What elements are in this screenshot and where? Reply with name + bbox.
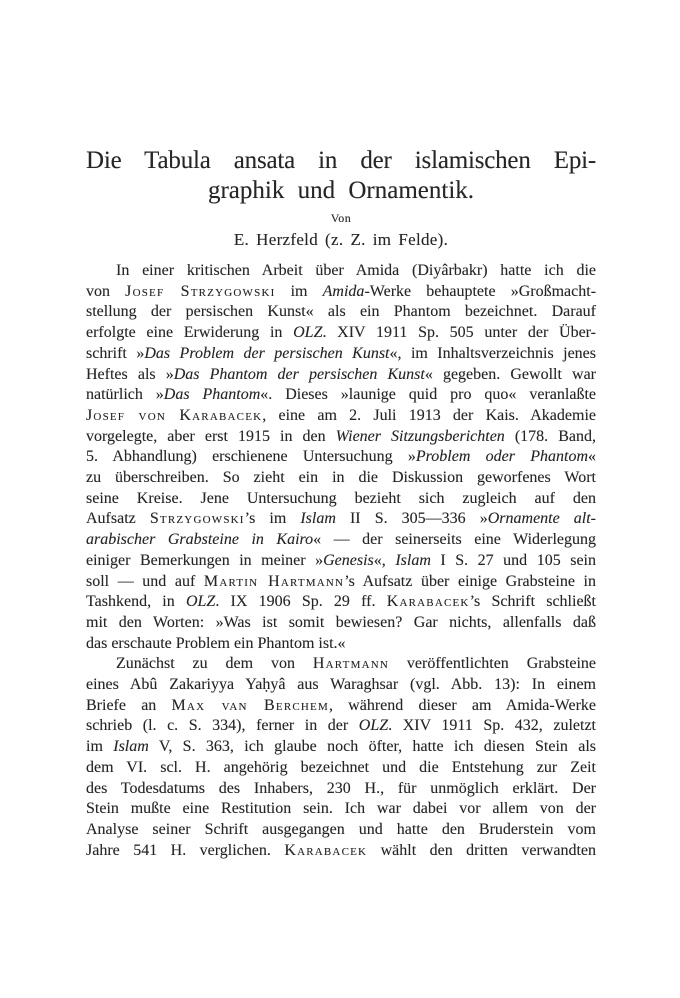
italic-run: Ornamente alt- [487, 510, 597, 528]
text-run: soll — und auf [86, 572, 204, 590]
text-line [86, 468, 596, 489]
text-line [86, 509, 596, 530]
text-run: In einer kritischen Arbeit über Amida (Diyârbakr) hatte ich die [116, 262, 596, 279]
article-title [86, 146, 596, 206]
text-line [86, 737, 596, 758]
text-run: Heftes als » [86, 365, 174, 383]
text-line [86, 551, 596, 572]
text-run: Briefe an [86, 696, 172, 714]
text-run: II S. 305—336 » [335, 510, 488, 528]
text-run: . XIV 1911 Sp. 432, zuletzt [388, 717, 596, 735]
text-run: von [86, 282, 126, 300]
text-run: vorgelegte, aber erst 1915 in den [86, 427, 336, 445]
text-run: im [275, 282, 323, 300]
text-line [86, 572, 596, 593]
text-run: dem VI. scl. H. angehörig bezeichnet und die Entstehung zur Zeit [86, 758, 596, 776]
text-line [86, 344, 596, 365]
text-run: (178. Band, [504, 427, 596, 445]
text-line [86, 716, 596, 737]
text-line [86, 489, 596, 510]
text-run: veröffentlichten Grabsteine [389, 655, 597, 673]
text-line [86, 654, 596, 675]
text-line [86, 592, 596, 613]
text-run: «. Dieses »launige quid pro quo« veranlaßte [260, 386, 596, 404]
text-run: I S. 27 und 105 sein [430, 551, 597, 569]
text-line [86, 675, 596, 696]
italic-run: Problem oder Phantom [415, 448, 589, 466]
text-line [86, 696, 596, 717]
text-run: ’s im [244, 510, 301, 528]
text-line [86, 634, 596, 655]
text-run: erfolgte eine Erwiderung in [86, 324, 294, 342]
text-run: im [86, 738, 114, 756]
text-line [86, 613, 596, 634]
text-run: natürlich » [86, 386, 164, 404]
article-column [86, 146, 596, 861]
smallcaps-name: Max van Berchem [171, 696, 329, 714]
text-run: schrieb (l. c. S. 334), ferner in der [86, 717, 359, 735]
text-run: «, im Inhaltsverzeichnis jenes [389, 344, 596, 362]
italic-run: Islam [113, 738, 149, 756]
italic-run: OLZ [293, 324, 323, 342]
text-line [86, 385, 596, 406]
smallcaps-name: Strzygowski [149, 510, 245, 528]
text-line [86, 447, 596, 468]
byline-von: Von [330, 211, 352, 225]
italic-run: Das Phantom der persischen Kunst [173, 365, 425, 383]
smallcaps-name: Karabacek [386, 593, 470, 611]
text-line [86, 282, 596, 303]
title-line-2: graphik und Ornamentik. [207, 177, 475, 204]
text-line [86, 302, 596, 323]
text-line [86, 841, 596, 862]
text-line [86, 779, 596, 800]
text-run: eines Abû Zakariyya Yaḥyâ aus Waraghsar (vgl. Abb. 13): In einem [86, 676, 596, 694]
text-line [86, 530, 596, 551]
italic-run: Das Problem der persischen Kunst [144, 344, 390, 362]
text-run: , während dieser am Amida-Werke [328, 696, 596, 714]
smallcaps-name: Hartmann [312, 655, 390, 673]
smallcaps-name: Karabacek [284, 841, 368, 859]
text-run: Analyse seiner Schrift ausgegangen und hatte den Bruderstein vom [86, 820, 596, 838]
text-run: . IX 1906 Sp. 29 ff. [215, 593, 387, 611]
text-line [86, 323, 596, 344]
italic-run: Islam [300, 510, 336, 528]
text-line [86, 758, 596, 779]
italic-run: OLZ [358, 717, 389, 735]
text-line [86, 427, 596, 448]
italic-run: arabischer Grabsteine in Kairo [86, 531, 314, 549]
smallcaps-name: Josef von Karabacek [86, 406, 263, 424]
text-run: , eine am 2. Juli 1913 der Kais. Akademie [262, 406, 596, 424]
text-run: zu überschreiben. So zieht ein in die Diskussion geworfenes Wort [86, 469, 596, 487]
italic-run: Amida [322, 282, 365, 300]
text-run: «, [373, 551, 396, 569]
text-run: ’s Aufsatz über einige Grabsteine in [344, 572, 596, 590]
italic-run: Islam [395, 551, 431, 569]
text-run: wählt den dritten verwandten [367, 841, 596, 859]
text-run: 5. Abhandlung) erschienene Untersuchung » [86, 448, 416, 466]
text-run: « [588, 448, 597, 466]
italic-run: Das Phantom [163, 386, 261, 404]
text-run: das erschaute Problem ein Phantom ist.« [86, 634, 346, 652]
text-run: mit den Worten: »Was ist somit bewiesen? Gar nichts, allenfalls daß [86, 613, 596, 631]
italic-run: OLZ [185, 593, 216, 611]
text-line [86, 820, 596, 841]
text-run: « — der seinerseits eine Widerlegung [313, 531, 597, 549]
body-text [86, 261, 596, 861]
text-run: stellung der persischen Kunst« als ein Phantom bezeichnet. Darauf [86, 303, 596, 321]
text-run: Aufsatz [86, 510, 150, 528]
text-run: seine Kreise. Jene Untersuchung bezieht sich zugleich auf den [86, 489, 596, 507]
text-run: Tashkend, in [86, 593, 186, 611]
text-line [86, 406, 596, 427]
text-run: Stein mußte eine Restitution sein. Ich war dabei vor allem von der [86, 800, 596, 818]
text-line [86, 365, 596, 386]
text-run: « gegeben. Gewollt war [424, 365, 597, 383]
title-line-1: Die Tabula ansata in der islamischen Epi- [86, 147, 596, 174]
italic-run: Wiener Sitzungsberichten [335, 427, 505, 445]
text-run: -Werke behauptete »Großmacht- [364, 282, 597, 300]
text-run: Jahre 541 H. verglichen. [86, 841, 285, 859]
smallcaps-name: Martin Hartmann [203, 572, 345, 590]
text-run: V, S. 363, ich glaube noch öfter, hatte ich diesen Stein als [148, 738, 597, 756]
text-run: . XIV 1911 Sp. 505 unter der Über- [322, 324, 597, 342]
text-run: des Todesdatums des Inhabers, 230 H., für unmöglich erklärt. Der [86, 779, 596, 797]
text-run: schrift » [86, 344, 145, 362]
smallcaps-name: Josef Strzygowski [125, 282, 276, 300]
text-run: einiger Bemerkungen in meiner » [86, 551, 324, 569]
text-line [86, 261, 596, 282]
text-run: Zunächst zu dem von [116, 655, 313, 673]
text-line [86, 799, 596, 820]
author-line: E. Herzfeld (z. Z. im Felde). [233, 230, 449, 249]
text-run: ’s Schrift schließt [469, 593, 596, 611]
italic-run: Genesis [323, 551, 374, 569]
